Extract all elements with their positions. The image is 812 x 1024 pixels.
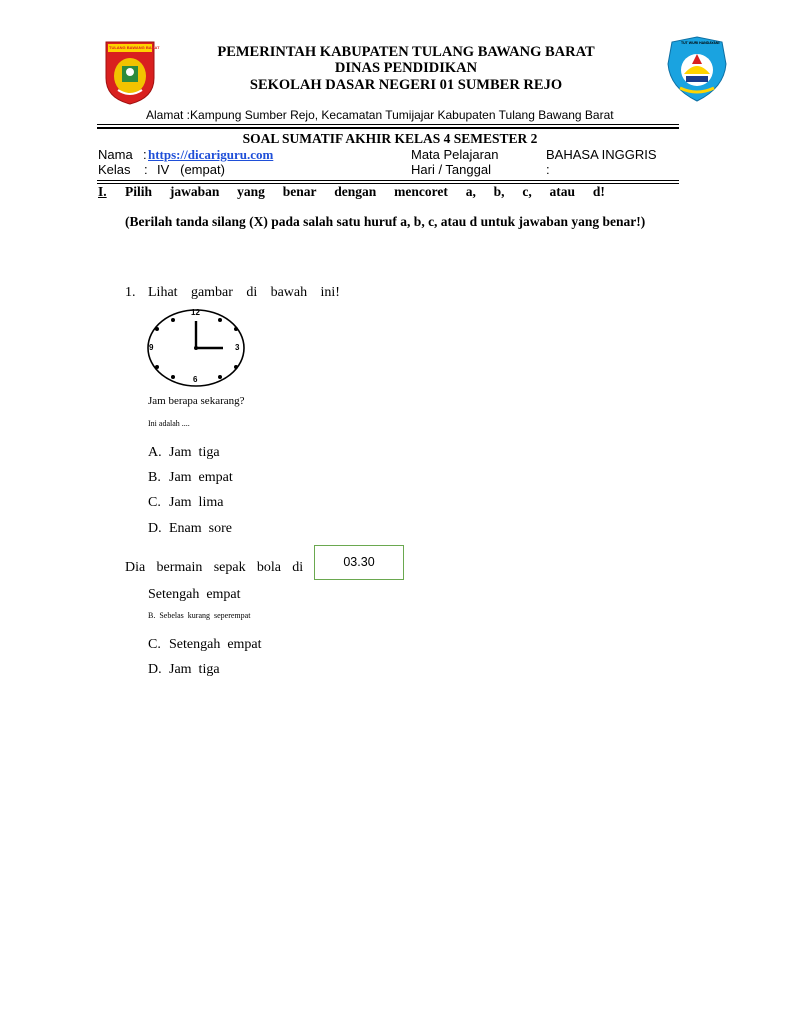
q2-text — [125, 560, 325, 576]
q1-word: gambar — [190, 285, 233, 300]
instruction-word: b, — [493, 184, 505, 199]
q2-line-2[interactable]: B. Sebelas kurang seperempat — [148, 611, 251, 620]
clock-label-6: 6 — [193, 375, 198, 384]
q2-option-c[interactable]: Setengah empat — [169, 637, 262, 652]
q1-option-a[interactable]: Jam tiga — [169, 445, 220, 460]
subject-value: BAHASA INGGRIS — [546, 147, 657, 162]
name-separator: : — [143, 147, 147, 162]
q1-word: di — [246, 285, 258, 300]
q1-prompt: Jam berapa sekarang? — [148, 395, 245, 407]
clock-label-12: 12 — [191, 308, 200, 317]
fields-divider — [97, 180, 679, 181]
instruction-word: Pilih — [125, 184, 153, 199]
instruction-word: dengan — [334, 184, 377, 199]
q1-option-c-letter: C. — [148, 495, 161, 510]
instruction-word: yang — [237, 184, 265, 199]
q2-option-c-letter: C. — [148, 637, 161, 652]
header-department: DINAS PENDIDIKAN — [334, 60, 478, 76]
instruction-word: jawaban — [169, 184, 220, 199]
instruction-word: a, — [465, 184, 476, 199]
instruction-word: mencoret — [394, 184, 448, 199]
q1-option-c[interactable]: Jam lima — [169, 495, 224, 510]
clock-image — [145, 307, 247, 389]
tut-wuri-logo-text: TUT WURI HANDAYANI — [681, 41, 720, 45]
q1-word: ini! — [320, 285, 340, 300]
header-address: Alamat :Kampung Sumber Rejo, Kecamatan Tumijajar Kabupaten Tulang Bawang Barat — [146, 108, 614, 122]
day-value: : — [546, 162, 550, 177]
section-number: I. — [98, 184, 107, 199]
header-divider — [97, 124, 679, 125]
q2-option-d-letter: D. — [148, 662, 162, 677]
q1-text — [148, 285, 340, 301]
class-separator: : — [144, 162, 148, 177]
instruction-word: c, — [522, 184, 532, 199]
instruction-word: benar — [282, 184, 317, 199]
subject-label: Mata Pelajaran — [411, 147, 499, 162]
class-label: Kelas — [98, 162, 131, 177]
q2-time-value: 03.30 — [343, 555, 375, 569]
class-value: IV (empat) — [157, 162, 225, 177]
section-note: (Berilah tanda silang (X) pada salah satu huruf a, b, c, atau d untuk jawaban yang benar!) — [125, 214, 646, 229]
q2-word: di — [292, 560, 304, 575]
q2-option-d[interactable]: Jam tiga — [169, 662, 220, 677]
q1-option-b-letter: B. — [148, 470, 161, 485]
instruction-word: d! — [592, 184, 605, 199]
q1-option-b[interactable]: Jam empat — [169, 470, 233, 485]
q1-word: Lihat — [148, 285, 178, 300]
exam-title: SOAL SUMATIF AKHIR KELAS 4 SEMESTER 2 — [242, 131, 538, 146]
name-label: Nama — [98, 147, 133, 162]
q1-word: bawah — [270, 285, 308, 300]
q1-option-d-letter: D. — [148, 521, 162, 536]
regency-logo-text: TULANG BAWANG BARAT — [109, 45, 160, 50]
header-school: SEKOLAH DASAR NEGERI 01 SUMBER REJO — [249, 77, 563, 93]
q2-word: bola — [256, 560, 281, 575]
q1-number: 1. — [125, 285, 136, 300]
clock-label-3: 3 — [235, 343, 240, 352]
name-link[interactable]: https://dicariguru.com — [148, 147, 274, 162]
q2-time-box — [314, 545, 404, 580]
header-divider-bold — [97, 127, 679, 129]
q2-word: Dia — [125, 560, 146, 575]
q2-word: sepak — [213, 560, 246, 575]
q1-subprompt: Ini adalah .... — [148, 419, 190, 428]
instruction-word: atau — [549, 184, 576, 199]
q2-word: bermain — [156, 560, 203, 575]
clock-label-9: 9 — [149, 343, 154, 352]
day-label: Hari / Tanggal — [411, 162, 491, 177]
q1-option-a-letter: A. — [148, 445, 162, 460]
section-instruction — [125, 184, 605, 200]
header-government: PEMERINTAH KABUPATEN TULANG BAWANG BARAT — [217, 44, 595, 60]
q2-line-1[interactable]: Setengah empat — [148, 587, 241, 602]
q1-option-d[interactable]: Enam sore — [169, 521, 232, 536]
